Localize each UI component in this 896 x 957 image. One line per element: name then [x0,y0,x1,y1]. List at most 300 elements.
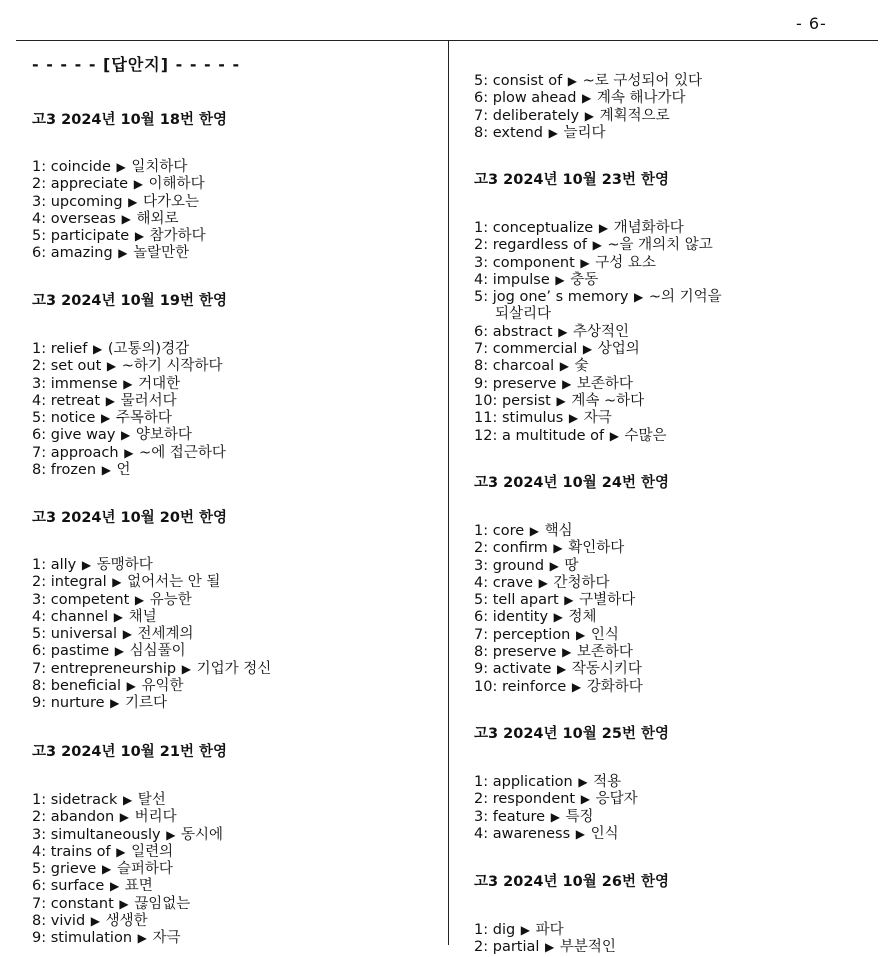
arrow-icon: ▶ [558,324,568,339]
vocab-item [474,272,722,289]
arrow-icon: ▶ [105,393,115,408]
vocab-item [474,220,722,237]
english-word: ally [50,557,77,573]
section-title-25: 고3 2024년 10월 25번 한영 [474,726,670,742]
arrow-icon: ▶ [116,160,126,174]
english-word: relief [50,341,88,357]
english-word: conceptualize [492,220,594,236]
arrow-icon: ▶ [578,775,588,789]
english-word: crave [492,574,534,591]
vocab-list-25 [474,774,638,843]
item-number: 10: [474,392,498,409]
english-word: integral [50,574,107,591]
korean-meaning: ~의 기억을 [648,289,722,306]
item-number: 8: [32,913,47,930]
english-word: abstract [492,323,553,340]
arrow-icon: ▶ [166,827,176,842]
korean-meaning: 추상적인 [573,323,630,340]
vocab-item [474,540,643,557]
arrow-icon: ▶ [134,229,145,244]
korean-meaning: 정체 [568,609,597,626]
arrow-icon: ▶ [101,411,111,426]
item-number: 3: [474,557,489,574]
korean-meaning: 늘리다 [563,124,606,141]
korean-meaning: 보존하다 [576,375,633,392]
korean-meaning: 응답자 [595,791,638,808]
item-number: 2: [32,358,47,375]
vocab-item [32,930,223,947]
korean-meaning: 개념화하다 [613,220,684,236]
arrow-icon: ▶ [81,558,92,572]
vocab-item [32,896,223,913]
item-number: 4: [32,608,47,625]
vocab-item [474,393,722,410]
arrow-icon: ▶ [580,792,590,807]
vocab-item [474,791,638,808]
vocab-item [474,809,638,826]
korean-meaning: 기르다 [124,695,167,712]
item-number: 3: [32,591,47,608]
arrow-icon: ▶ [114,644,124,659]
korean-meaning: 거대한 [138,375,181,392]
item-number: 1: [32,792,47,808]
arrow-icon: ▶ [128,194,138,209]
item-number: 3: [32,375,47,392]
vocab-item [474,73,702,90]
item-number: 3: [32,826,47,843]
arrow-icon: ▶ [582,342,593,357]
arrow-icon: ▶ [634,290,644,305]
english-word: deliberately [492,107,580,124]
arrow-icon: ▶ [556,393,566,408]
item-number: 2: [32,574,47,591]
english-word: tell apart [492,592,559,609]
arrow-icon: ▶ [555,272,565,287]
vocab-item [474,644,643,661]
item-number: 7: [32,660,47,677]
vocab-item [32,341,226,358]
korean-meaning: 동시에 [181,826,224,843]
arrow-icon: ▶ [567,74,578,88]
item-number: 5: [474,289,489,306]
arrow-icon: ▶ [571,679,582,694]
korean-meaning: 유능한 [149,591,192,608]
korean-meaning: 전세계의 [137,626,194,643]
vocab-item [474,679,643,696]
korean-meaning: 해외로 [136,210,179,227]
item-number: 1: [32,341,47,357]
item-number: 8: [32,678,47,695]
korean-meaning: ~에 접근하다 [139,444,226,461]
item-number: 5: [32,410,47,427]
english-word: preserve [492,375,557,392]
section-title-20: 고3 2024년 10월 20번 한영 [32,510,228,526]
korean-meaning: 참가하다 [149,228,206,245]
vocab-item [32,678,271,695]
item-number: 4: [32,210,47,227]
arrow-icon: ▶ [110,696,120,711]
item-number: 7: [474,341,489,358]
korean-meaning: 언 [116,462,131,479]
arrow-icon: ▶ [119,896,129,911]
vocab-item [474,922,616,939]
item-number: 6: [474,609,489,626]
item-number: 4: [474,574,489,591]
english-word: vivid [50,913,86,930]
vocab-list-20 [32,557,271,713]
korean-meaning: 간청하다 [553,574,610,591]
item-number: 11: [474,410,498,427]
korean-meaning: 버리다 [134,809,177,826]
vocab-item [32,176,206,193]
vocab-list-24 [474,523,643,696]
item-number: 4: [474,271,489,288]
arrow-icon: ▶ [106,359,117,374]
korean-meaning: 숯 [574,358,589,375]
page-number: - 6- [796,14,827,33]
korean-meaning: 수많은 [624,427,667,444]
korean-meaning: 충동 [570,271,599,288]
english-word: partial [492,939,540,956]
english-word: appreciate [50,176,129,193]
vocab-list-continued [474,73,702,142]
korean-meaning: 주목하다 [115,410,172,427]
vocab-item [474,523,643,540]
item-number: 9: [474,661,489,678]
vocab-item [32,427,226,444]
english-word: core [492,523,525,539]
english-word: awareness [492,825,571,842]
english-word: retreat [50,392,101,409]
arrow-icon: ▶ [564,593,574,608]
vocab-item [32,211,206,228]
vocab-item [32,228,206,245]
vocab-item [32,574,271,591]
korean-meaning: 인식 [590,626,619,643]
english-word: give way [50,427,116,444]
item-number: 5: [474,73,489,89]
item-number: 4: [32,392,47,409]
vocab-list-21 [32,792,223,948]
korean-meaning: 인식 [590,825,619,842]
korean-meaning: 확인하다 [568,540,625,557]
english-word: abandon [50,809,115,826]
arrow-icon: ▶ [93,342,103,356]
item-number: 8: [474,358,489,375]
korean-meaning-continued: 되살리다 [495,306,552,323]
item-number: 10: [474,678,498,695]
vocab-item [32,809,223,826]
arrow-icon: ▶ [520,923,531,937]
english-word: amazing [50,245,113,262]
arrow-icon: ▶ [181,661,191,676]
item-number: 5: [32,626,47,643]
arrow-icon: ▶ [580,255,590,270]
arrow-icon: ▶ [562,645,572,660]
korean-meaning: 보존하다 [576,644,633,661]
item-number: 5: [32,861,47,878]
english-word: charcoal [492,358,555,375]
arrow-icon: ▶ [538,575,548,590]
vocab-item [32,695,271,712]
arrow-icon: ▶ [113,609,123,624]
english-word: nurture [50,695,105,712]
english-word: feature [492,808,546,825]
english-word: entrepreneurship [50,660,177,677]
arrow-icon: ▶ [122,627,132,642]
english-word: channel [50,608,109,625]
english-word: application [492,774,573,790]
arrow-icon: ▶ [562,376,572,391]
arrow-icon: ▶ [112,575,122,590]
item-number: 3: [474,808,489,825]
english-word: preserve [492,644,557,661]
item-number: 4: [32,843,47,860]
vocab-item [32,827,223,844]
korean-meaning: 없어서는 안 될 [127,574,221,591]
arrow-icon: ▶ [90,914,101,929]
english-word: participate [50,228,130,245]
korean-meaning: ~로 구성되어 있다 [582,73,703,89]
section-title-19: 고3 2024년 10월 19번 한영 [32,293,228,309]
item-number: 6: [474,323,489,340]
vocab-item [474,575,643,592]
english-word: perception [492,626,571,643]
korean-meaning: 강화하다 [586,678,643,695]
item-number: 7: [32,895,47,912]
item-number: 1: [474,774,489,790]
english-word: commercial [492,341,578,358]
english-word: regardless of [492,237,587,254]
arrow-icon: ▶ [592,238,602,253]
english-word: notice [50,410,96,427]
arrow-icon: ▶ [122,793,133,807]
item-number: 5: [32,228,47,245]
vocab-item [474,826,638,843]
section-title-24: 고3 2024년 10월 24번 한영 [474,475,670,491]
vocab-item [474,237,722,254]
korean-meaning: 핵심 [544,523,573,539]
vocab-list-19 [32,341,226,479]
korean-meaning: 계획적으로 [599,107,670,124]
english-word: dig [492,922,520,938]
arrow-icon: ▶ [575,826,585,841]
english-word: confirm [492,540,548,557]
vocab-item [32,159,206,176]
vocab-item [474,592,643,609]
korean-meaning: 슬퍼하다 [116,861,173,878]
arrow-icon: ▶ [101,463,111,478]
arrow-icon: ▶ [126,679,136,694]
arrow-icon: ▶ [575,627,586,642]
vocab-item [32,661,271,678]
vocab-item [474,125,702,142]
item-number: 1: [474,922,489,938]
section-title-26: 고3 2024년 10월 26번 한영 [474,874,670,890]
answer-sheet-title: - - - - - [답안지] - - - - - [32,55,241,74]
arrow-icon: ▶ [559,359,570,374]
arrow-icon: ▶ [548,125,558,140]
korean-meaning: 채널 [128,608,157,625]
english-word: plow ahead [492,90,577,107]
korean-meaning: 자극 [152,930,181,947]
vocab-item [474,108,702,125]
korean-meaning: ~을 개의치 않고 [607,237,713,254]
english-word: extend [492,124,543,141]
vocab-item [474,289,722,324]
vocab-item [32,376,226,393]
korean-meaning: (고통의)경감 [107,341,190,357]
arrow-icon: ▶ [118,246,128,261]
english-word: beneficial [50,678,122,695]
arrow-icon: ▶ [553,610,563,625]
arrow-icon: ▶ [584,108,594,123]
korean-meaning: 일치하다 [131,159,188,175]
vocab-item [32,194,206,211]
korean-meaning: 특징 [565,808,594,825]
vocab-item [474,90,702,107]
korean-meaning: 계속 해나가다 [596,90,686,107]
korean-meaning: 일련의 [131,843,174,860]
item-number: 12: [474,427,498,444]
vocab-item [474,558,643,575]
korean-meaning: 계속 ~하다 [571,392,645,409]
english-word: identity [492,609,549,626]
vocab-item [32,626,271,643]
english-word: stimulation [50,930,133,947]
item-number: 2: [32,176,47,193]
english-word: activate [492,661,552,678]
arrow-icon: ▶ [134,592,145,607]
vocab-item [474,627,643,644]
english-word: approach [50,444,119,461]
arrow-icon: ▶ [545,940,555,955]
english-word: trains of [50,843,111,860]
arrow-icon: ▶ [101,862,112,877]
item-number: 6: [32,245,47,262]
arrow-icon: ▶ [557,662,567,677]
item-number: 2: [474,791,489,808]
item-number: 5: [474,592,489,609]
arrow-icon: ▶ [550,809,560,824]
arrow-icon: ▶ [121,428,131,443]
english-word: sidetrack [50,792,118,808]
section-title-23: 고3 2024년 10월 23번 한영 [474,172,670,188]
korean-meaning: 상업의 [597,341,640,358]
arrow-icon: ▶ [109,879,120,894]
english-word: stimulus [501,410,564,427]
english-word: surface [50,878,105,895]
item-number: 9: [32,930,47,947]
arrow-icon: ▶ [598,221,609,235]
item-number: 2: [32,809,47,826]
vocab-item [32,358,226,375]
korean-meaning: 표면 [124,878,153,895]
vocab-item [32,861,223,878]
item-number: 6: [32,643,47,660]
arrow-icon: ▶ [549,558,559,573]
english-word: frozen [50,462,97,479]
item-number: 2: [474,939,489,956]
vocab-item [32,393,226,410]
vocab-list-18 [32,159,206,263]
english-word: consist of [492,73,563,89]
section-title-21: 고3 2024년 10월 21번 한영 [32,744,228,760]
arrow-icon: ▶ [609,428,619,443]
vocab-item [474,939,616,956]
item-number: 4: [474,825,489,842]
english-word: reinforce [501,678,567,695]
item-number: 1: [32,557,47,573]
vocab-item [474,376,722,393]
korean-meaning: 이해하다 [148,176,205,193]
english-word: pastime [50,643,110,660]
english-word: impulse [492,271,550,288]
item-number: 8: [474,644,489,661]
vocab-item [32,913,223,930]
korean-meaning: 다가오는 [142,193,200,210]
arrow-icon: ▶ [119,810,130,825]
english-word: grieve [50,861,97,878]
item-number: 1: [474,220,489,236]
vocab-list-26 [474,922,616,957]
korean-meaning: 탈선 [137,792,166,808]
vocab-item [474,358,722,375]
korean-meaning: 파다 [535,922,564,938]
arrow-icon: ▶ [116,844,126,859]
korean-meaning: ~하기 시작하다 [121,358,223,375]
item-number: 7: [474,107,489,124]
vocab-item [474,341,722,358]
header-rule [16,40,878,41]
item-number: 6: [32,427,47,444]
vocab-item [32,792,223,809]
english-word: upcoming [50,193,123,210]
arrow-icon: ▶ [568,411,579,426]
arrow-icon: ▶ [553,541,563,556]
arrow-icon: ▶ [121,211,131,226]
item-number: 8: [32,462,47,479]
korean-meaning: 구별하다 [579,592,636,609]
korean-meaning: 부분적인 [559,939,616,956]
english-word: component [492,254,575,271]
vocab-item [32,445,226,462]
section-title-18: 고3 2024년 10월 18번 한영 [32,112,228,128]
english-word: competent [50,591,130,608]
vocab-item [32,592,271,609]
korean-meaning: 물러서다 [120,392,177,409]
korean-meaning: 심심풀이 [129,643,186,660]
english-word: universal [50,626,118,643]
item-number: 2: [474,237,489,254]
vocab-item [474,324,722,341]
arrow-icon: ▶ [137,931,147,946]
english-word: respondent [492,791,576,808]
item-number: 9: [32,695,47,712]
korean-meaning: 기업가 정신 [196,660,272,677]
item-number: 8: [474,124,489,141]
vocab-item [474,428,722,445]
vocab-item [474,609,643,626]
english-word: simultaneously [50,826,161,843]
column-divider [448,41,449,945]
korean-meaning: 끊임없는 [134,895,191,912]
vocab-item [474,774,638,791]
english-word: coincide [50,159,111,175]
korean-meaning: 구성 요소 [595,254,656,271]
english-word: immense [50,375,118,392]
english-word: constant [50,895,114,912]
